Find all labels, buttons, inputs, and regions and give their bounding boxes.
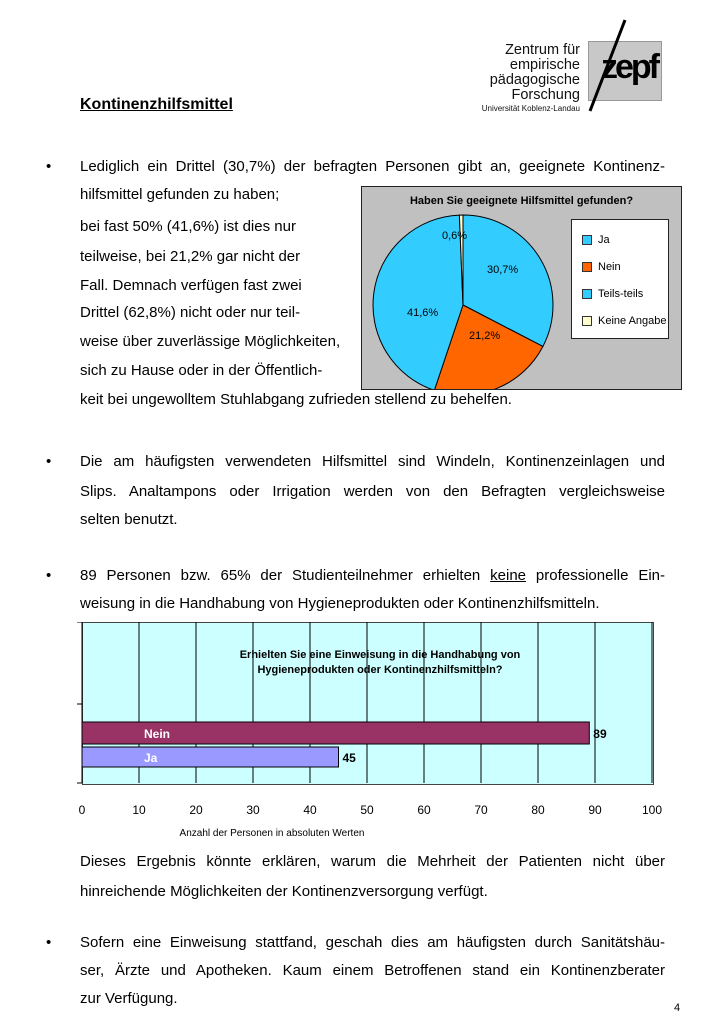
bullet: • [46,158,52,175]
paragraph-line: Dieses Ergebnis könnte erklären, warum die Mehrheit der Patienten nicht über [80,853,665,870]
bar-value-label: 89 [593,727,607,741]
x-tick-label: 60 [417,803,431,817]
paragraph-line: keit bei ungewolltem Stuhlabgang zufrieden stellend zu behelfen. [80,391,512,408]
x-tick-label: 90 [588,803,602,817]
pie-label-nein: 21,2% [469,330,501,342]
legend-item-teils [582,288,643,302]
logo-university: Universität Koblenz-Landau [481,104,580,113]
bar-chart-title: Erhielten Sie eine Einweisung in die Handhabung von [239,649,521,661]
logo-institute-name [470,43,580,103]
x-tick-label: 10 [132,803,146,817]
logo-mark [585,18,665,113]
paragraph-line: teilweise, bei 21,2% gar nicht der [80,248,301,265]
paragraph-line: Slips. Analtampons oder Irrigation werden von den Befragten vergleichsweise [80,483,665,500]
logo-line: pädagogische [489,72,580,88]
bar-chart-svg [60,622,680,842]
logo-line: empirische [509,57,580,73]
paragraph-line: weisung in die Handhabung von Hygieneprodukten oder Kontinenzhilfsmitteln. [80,595,600,612]
x-tick-label: 20 [189,803,203,817]
logo-line: Forschung [511,87,580,103]
emphasis-keine: keine [490,567,527,584]
legend-label: Keine Angabe [598,315,667,327]
paragraph-line: ser, Ärzte und Apotheken. Kaum einem Betroffenen stand ein Kontinenzberater [80,962,665,979]
pie-chart-title: Haben Sie geeignete Hilfsmittel gefunden? [409,195,634,207]
logo-line: Zentrum für [505,42,580,58]
legend-swatch [582,289,592,299]
paragraph-line: hilfsmittel gefunden zu haben; [80,186,280,203]
bullet: • [46,453,52,470]
legend-swatch [582,262,592,272]
paragraph-line: sich zu Hause oder in der Öffentlich- [80,362,323,379]
x-tick-label: 70 [474,803,488,817]
page-title: Kontinenzhilfsmittel [80,96,233,113]
paragraph-line: hinreichende Möglichkeiten der Kontinenzversorgung verfügt. [80,883,488,900]
paragraph-line: Lediglich ein Drittel (30,7%) der befragten Personen gibt an, geeignete Kontinenz- [80,158,665,175]
paragraph-line: Die am häufigsten verwendeten Hilfsmittel sind Windeln, Kontinenzeinlagen und [80,453,665,470]
paragraph-line: zur Verfügung. [80,990,178,1007]
paragraph-line: Fall. Demnach verfügen fast zwei [80,277,302,294]
text-run: professionelle Ein- [535,567,665,584]
paragraph-line [80,567,665,585]
page-number: 4 [674,1002,681,1014]
x-tick-label: 50 [360,803,374,817]
legend-swatch [582,316,592,326]
bar-chart-title: Hygieneprodukten oder Kontinenzhilfsmitteln? [257,664,503,676]
paragraph-line: weise über zuverlässige Möglichkeiten, [80,333,341,350]
legend-item-nein [582,261,621,275]
pie-legend [571,219,669,339]
x-tick-label: 30 [246,803,260,817]
pie-label-teils: 41,6% [407,307,439,319]
bar-category-label: Nein [144,727,171,741]
legend-label: Nein [598,261,621,273]
legend-label: Ja [598,234,610,246]
pie-chart [361,186,682,390]
paragraph-line: Sofern eine Einweisung stattfand, geschah dies am häufigsten durch Sanitätshäu- [80,934,665,951]
x-tick-label: 100 [641,803,663,817]
x-tick-label: 40 [303,803,317,817]
x-axis-label: Anzahl der Personen in absoluten Werten [179,828,365,839]
bar-value-label: 45 [342,751,356,765]
logo-mark-text: zepf [601,48,657,86]
x-tick-label: 0 [78,803,86,817]
x-tick-label: 80 [531,803,545,817]
paragraph-line: bei fast 50% (41,6%) ist dies nur [80,218,296,235]
pie-label-ja: 30,7% [487,264,519,276]
legend-item-keine [582,315,667,329]
paragraph-line: selten benutzt. [80,511,178,528]
text-run: 89 Personen bzw. 65% der Studienteilnehmer erhielten [80,567,481,584]
legend-item-ja [582,234,610,248]
paragraph-line: Drittel (62,8%) nicht oder nur teil- [80,304,301,321]
legend-swatch [582,235,592,245]
bar-category-label: Ja [144,751,158,765]
pie-label-keine: 0,6% [442,230,468,242]
bullet: • [46,934,52,951]
bullet: • [46,567,52,584]
legend-label: Teils-teils [598,288,644,300]
bar-ja [82,747,339,767]
bar-chart [60,622,680,842]
